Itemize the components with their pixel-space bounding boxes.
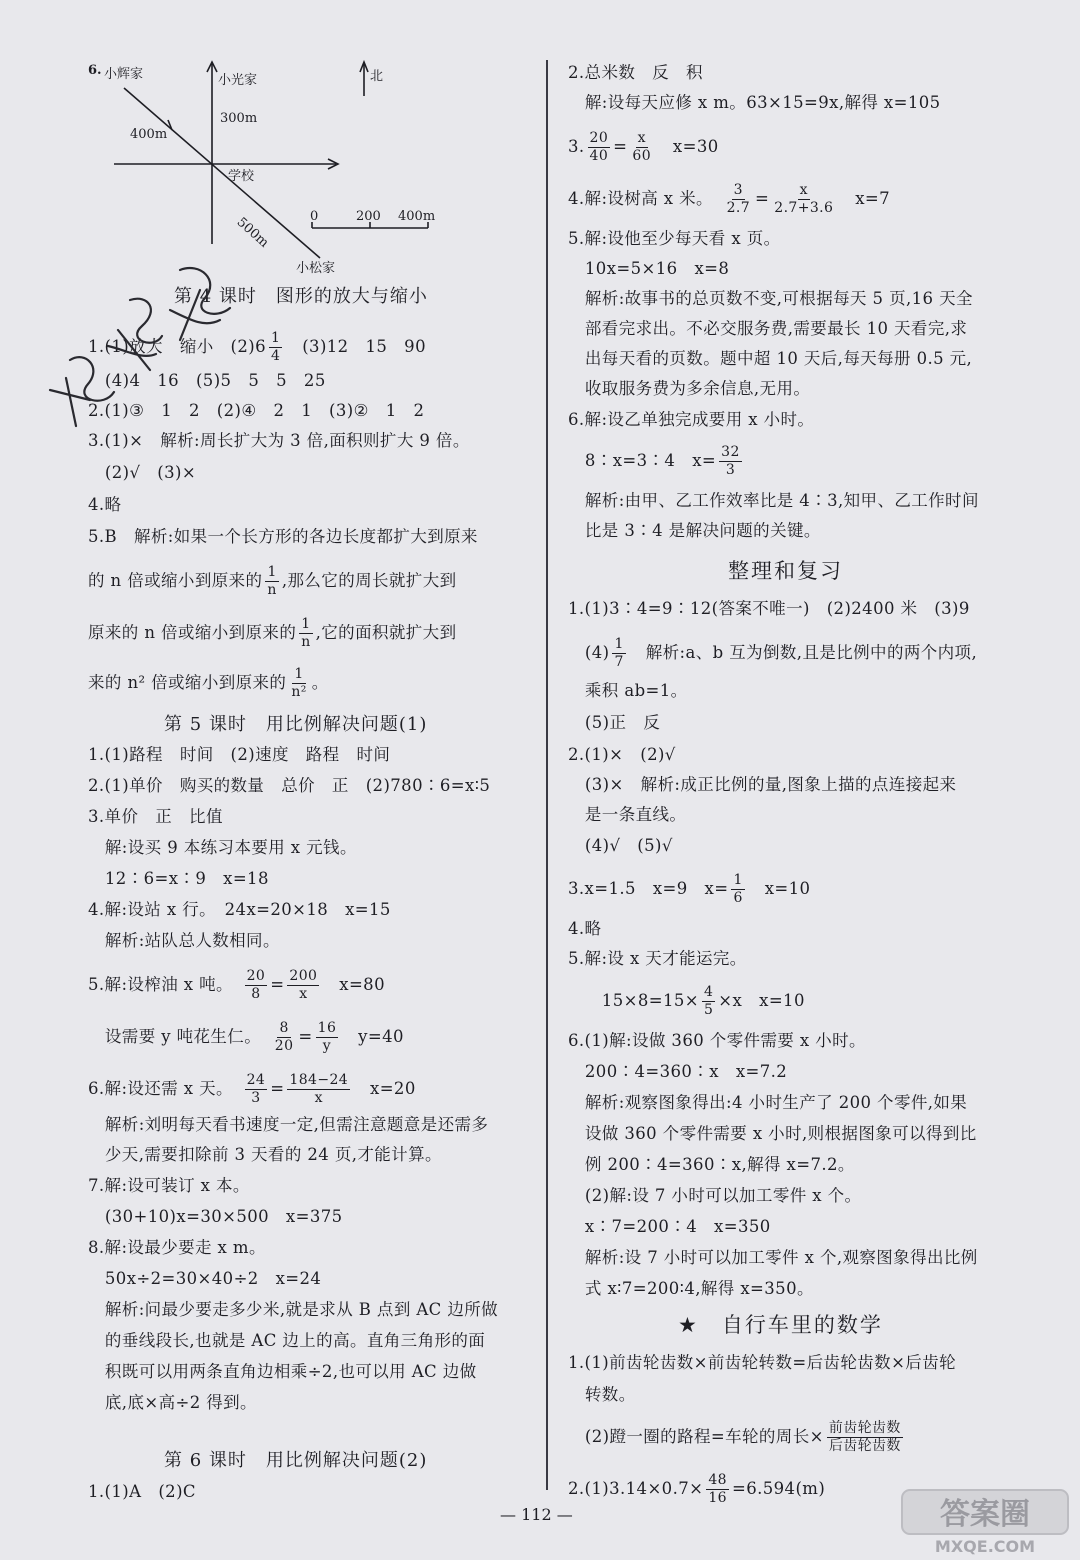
answer-line: 15×8=15× $\frac{4}{5}$ ×x x=10 (568, 984, 805, 1018)
answer-line: x∶7=200∶4 x=350 (568, 1217, 771, 1236)
answer-line: 3.(1)× 解析:周长扩大为 3 倍,面积则扩大 9 倍。 (88, 431, 470, 450)
answer-line: 来的 n² 倍或缩小到原来的 $\frac{1}{\text{n²}}$ 。 (88, 666, 329, 700)
answer-line: 10x=5×16 x=8 (568, 259, 730, 278)
fraction: $\frac{184-24}{x}$ (289, 1072, 349, 1106)
fraction: $\frac{3}{2.7}$ (726, 182, 751, 216)
fraction: $\frac{48}{16}$ (708, 1472, 727, 1506)
answer-line: 解析:站队总人数相同。 (88, 931, 280, 950)
fraction: $\frac{\text{前齿轮齿数}}{\text{后齿轮齿数}}$ (828, 1420, 901, 1454)
answer-line: 解析:故事书的总页数不变,可根据每天 5 页,16 天全 (568, 289, 973, 308)
answer-line: 6.解:设乙单独完成要用 x 小时。 (568, 410, 815, 429)
answer-line: 部看完求出。不必交服务费,需要最长 10 天看完,求 (568, 319, 968, 338)
answer-line: 200∶4=360∶x x=7.2 (568, 1062, 788, 1081)
answer-line: 1.(1)A (2)C (88, 1482, 196, 1501)
label-500m: 500m (233, 214, 272, 251)
answer-line: 的垂线段长,也就是 AC 边上的高。直角三角形的面 (88, 1331, 486, 1350)
handwritten-scribble-icon (30, 250, 260, 450)
section-title-lesson-4: 第 4 课时 图形的放大与缩小 (174, 286, 428, 307)
answer-line: 3. $\frac{20}{40}$ = $\frac{x}{60}$ x=30 (568, 130, 719, 164)
label-400m: 400m (130, 127, 168, 142)
section-title-lesson-6: 第 6 课时 用比例解决问题(2) (164, 1450, 428, 1471)
answer-line: 少天,需要扣除前 3 天看的 24 页,才能计算。 (88, 1145, 442, 1164)
answer-line: 8∶x=3∶4 x= $\frac{32}{3}$ (568, 444, 740, 478)
watermark-bottom-text: MXQE.COM (934, 1537, 1036, 1556)
answer-line: 解:设买 9 本练习本要用 x 元钱。 (88, 838, 357, 857)
label-school: 学校 (228, 169, 255, 184)
watermark-top-text: 答案圈 (940, 1497, 1030, 1532)
site-watermark-logo (900, 1488, 1070, 1558)
answer-line: 例 200∶4=360∶x,解得 x=7.2。 (568, 1155, 855, 1174)
scale-label-200: 200 (356, 209, 381, 224)
label-xiaohui-home: 小辉家 (104, 67, 144, 82)
answer-line: 2.总米数 反 积 (568, 63, 703, 82)
answer-line: 解:设每天应修 x m。63×15=9x,解得 x=105 (568, 93, 941, 112)
answer-line: 1.(1)3∶4=9∶12(答案不唯一) (2)2400 米 (3)9 (568, 599, 970, 618)
answer-line: 5.解:设 x 天才能运完。 (568, 949, 747, 968)
fraction: $\frac{24}{3}$ (246, 1072, 266, 1106)
answer-line: (2)解:设 7 小时可以加工零件 x 个。 (568, 1186, 862, 1205)
answer-line: 50x÷2=30×40÷2 x=24 (88, 1269, 322, 1288)
answer-line: 乘积 ab=1。 (568, 681, 688, 700)
answer-line: 5.解:设榨油 x 吨。 $\frac{20}{8}$ = $\frac{200}{x}$ x=80 (88, 968, 385, 1002)
answer-line: (4)4 16 (5)5 5 5 25 (88, 371, 326, 390)
fraction: $\frac{32}{3}$ (721, 444, 740, 478)
fraction: $\frac{1}{\text{n²}}$ (291, 666, 307, 700)
fraction: $\frac{20}{40}$ (589, 130, 609, 164)
answer-line: 1.(1)路程 时间 (2)速度 路程 时间 (88, 745, 391, 764)
answer-line: 6.解:设还需 x 天。 $\frac{24}{3}$ = $\frac{184-24}{x}$ x=20 (88, 1072, 416, 1106)
label-300m: 300m (220, 111, 258, 126)
answer-line: 2.(1)③ 1 2 (2)④ 2 1 (3)② 1 2 (88, 401, 425, 420)
answer-line: 5.解:设他至少每天看 x 页。 (568, 229, 781, 248)
answer-line: (2)蹬一圈的路程=车轮的周长× $\frac{\text{前齿轮齿数}}{\text{后齿轮齿数}}$ (568, 1420, 901, 1454)
answer-line: (3)× 解析:成正比例的量,图象上描的点连接起来 (568, 775, 957, 794)
scale-label-400: 400m (398, 209, 436, 224)
answer-line: 7.解:设可装订 x 本。 (88, 1176, 250, 1195)
fraction: $\frac{1}{4}$ (271, 330, 281, 364)
answer-line: (4) $\frac{1}{7}$ 解析:a、b 互为倒数,且是比例中的两个内项, (568, 636, 978, 670)
fraction: $\frac{16}{y}$ (317, 1020, 337, 1054)
answer-line: 积既可以用两条直角边相乘÷2,也可以用 AC 边做 (88, 1362, 477, 1381)
answer-line: 式 x∶7=200∶4,解得 x=350。 (568, 1279, 814, 1298)
answer-line: 的 n 倍或缩小到原来的 $\frac{1}{n}$ ,那么它的周长就扩大到 (88, 564, 457, 598)
answer-line: 解析:设 7 小时可以加工零件 x 个,观察图象得出比例 (568, 1248, 978, 1267)
answer-line: 8.解:设最少要走 x m。 (88, 1238, 266, 1257)
answer-line: (30+10)x=30×500 x=375 (88, 1207, 343, 1226)
answer-line: 出每天看的页数。题中超 10 天后,每天每册 0.5 元, (568, 349, 973, 368)
answer-line: 原来的 n 倍或缩小到原来的 $\frac{1}{n}$ ,它的面积就扩大到 (88, 616, 457, 650)
answer-line: 12∶6=x∶9 x=18 (88, 869, 269, 888)
answer-line: (5)正 反 (568, 713, 661, 732)
question-label: 6. (88, 63, 102, 78)
fraction: $\frac{1}{7}$ (614, 636, 624, 670)
page-number: — 112 — (500, 1505, 573, 1524)
section-title-review: 整理和复习 (728, 559, 843, 583)
answer-line: 设需要 y 吨花生仁。 $\frac{8}{20}$ = $\frac{16}{y}$ y=40 (88, 1020, 404, 1054)
answer-line: 解析:问最少要走多少米,就是求从 B 点到 AC 边所做 (88, 1300, 499, 1319)
fraction: $\frac{8}{20}$ (274, 1020, 294, 1054)
column-divider (546, 60, 548, 1490)
answer-line: (4)√ (5)√ (568, 836, 673, 855)
label-north: 北 (370, 69, 384, 84)
answer-line: 2.(1)× (2)√ (568, 745, 676, 764)
fraction: $\frac{1}{n}$ (267, 564, 277, 598)
answer-line: 解析:由甲、乙工作效率比是 4∶3,知甲、乙工作时间 (568, 491, 979, 510)
answer-line: 2.(1)3.14×0.7× $\frac{48}{16}$ =6.594(m) (568, 1472, 826, 1506)
fraction: $\frac{4}{5}$ (703, 984, 714, 1018)
label-xiaosong-home: 小松家 (296, 261, 336, 276)
label-xiaoguang-home: 小光家 (218, 73, 258, 88)
answer-line: 4.解:设树高 x 米。 $\frac{3}{2.7}$ = $\frac{x}{2.7+3.6}$ x=7 (568, 182, 891, 216)
fraction: $\frac{1}{6}$ (733, 872, 743, 906)
answer-line: 4.解:设站 x 行。 24x=20×18 x=15 (88, 900, 391, 919)
answer-line: 4.略 (568, 919, 602, 938)
answer-line: 比是 3∶4 是解决问题的关键。 (568, 521, 821, 540)
fraction: $\frac{x}{2.7+3.6}$ (774, 182, 834, 216)
answer-line: 4.略 (88, 495, 122, 514)
fraction: $\frac{20}{8}$ (246, 968, 266, 1002)
answer-line: 6.(1)解:设做 360 个零件需要 x 小时。 (568, 1031, 866, 1050)
answer-line: 设做 360 个零件需要 x 小时,则根据图象可以得到比 (568, 1124, 977, 1143)
answer-line: 3.x=1.5 x=9 x= $\frac{1}{6}$ x=10 (568, 872, 811, 906)
section-title-lesson-5: 第 5 课时 用比例解决问题(1) (164, 714, 428, 735)
answer-line: 3.单价 正 比值 (88, 807, 223, 826)
answer-line: 5.B 解析:如果一个长方形的各边长度都扩大到原来 (88, 527, 478, 546)
section-title-bike-math: ★ 自行车里的数学 (678, 1313, 883, 1337)
answer-line: 是一条直线。 (568, 805, 687, 824)
scale-label-0: 0 (310, 209, 319, 224)
answer-line: 1.(1)放大 缩小 (2)6 $\frac{1}{4}$ (3)12 15 90 (88, 330, 426, 364)
answer-line: 解析:观察图象得出:4 小时生产了 200 个零件,如果 (568, 1093, 968, 1112)
fraction: $\frac{x}{60}$ (632, 130, 652, 164)
answer-line: 收取服务费为多余信息,无用。 (568, 379, 811, 398)
answer-line: 底,底×高÷2 得到。 (88, 1393, 257, 1412)
answer-line: (2)√ (3)× (88, 463, 197, 482)
answer-line: 转数。 (568, 1385, 636, 1404)
answer-line: 2.(1)单价 购买的数量 总价 正 (2)780∶6=x∶5 (88, 776, 491, 795)
answer-line: 1.(1)前齿轮齿数×前齿轮转数=后齿轮齿数×后齿轮 (568, 1353, 956, 1372)
fraction: $\frac{1}{n}$ (301, 616, 311, 650)
answer-line: 解析:刘明每天看书速度一定,但需注意题意是还需多 (88, 1115, 489, 1134)
fraction: $\frac{200}{x}$ (289, 968, 318, 1002)
